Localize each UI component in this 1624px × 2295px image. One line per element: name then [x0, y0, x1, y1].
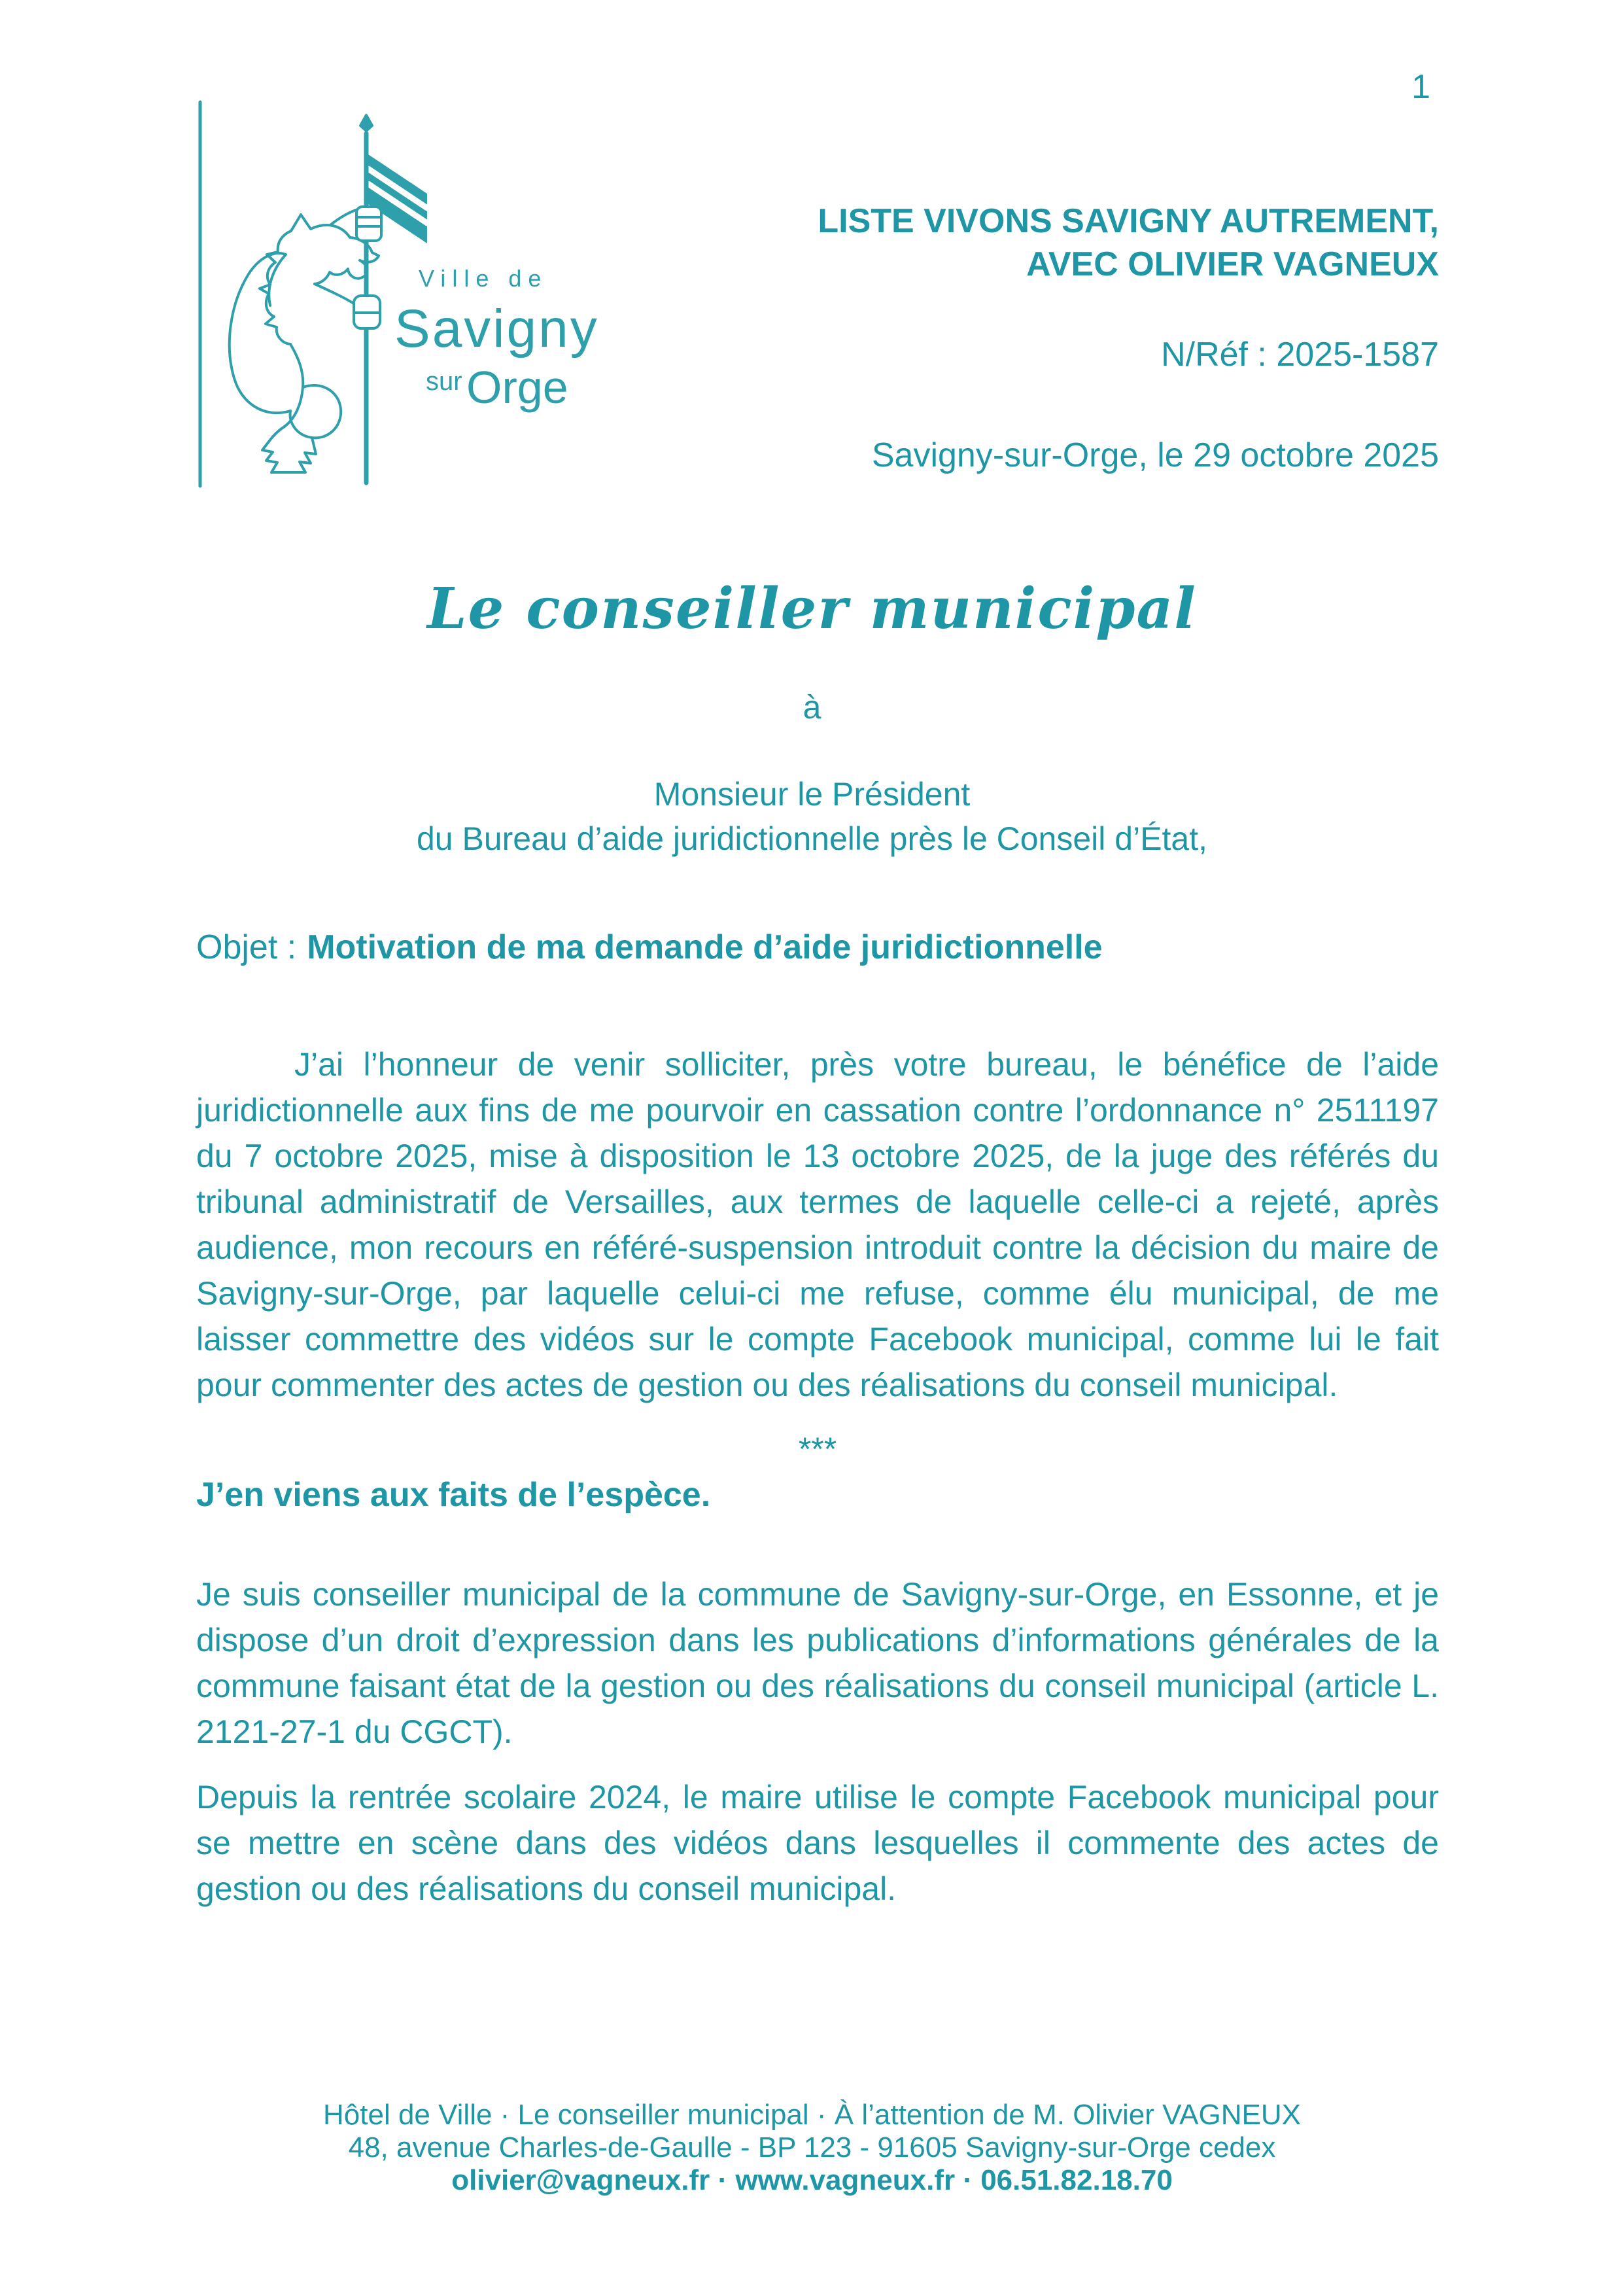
- salutation-a: à: [803, 689, 821, 726]
- sender-header: [818, 200, 1439, 477]
- logo-text-sur: sur: [426, 367, 462, 396]
- subject-label: Objet :: [196, 928, 297, 966]
- paragraph-3: Depuis la rentrée scolaire 2024, le maire utilise le compte Facebook municipal pour se mettre en scène dans des vidéos dans lesquelles il commente des actes de gestion ou des réalisations du conseil municipal.: [196, 1779, 1439, 1907]
- place-and-date: Savigny-sur-Orge, le 29 octobre 2025: [871, 436, 1439, 474]
- document-title: Le conseiller municipal: [427, 576, 1197, 642]
- letter-body: [196, 1042, 1439, 1912]
- paragraph-1: J’ai l’honneur de venir solliciter, près votre bureau, le bénéfice de l’aide juridictionnelle aux fins de me pourvoir en cassation contre l’ordonnance n° 2511197 du 7 octobre 2025, mise à disposition le 13 octobre 2025, de la juge des référés du tribunal administratif de Versailles, aux termes de laquelle celle-ci a rejeté, après audience, mon recours en référé-suspension introduit contre la décision du maire de Savigny-sur-Orge, par laquelle celui-ci me refuse, comme élu municipal, de me laisser commettre des vidéos sur le compte Facebook municipal, comme lui le fait pour commenter des actes de gestion ou des réalisations du conseil municipal.: [196, 1046, 1439, 1403]
- list-name-line2: AVEC OLIVIER VAGNEUX: [1026, 245, 1439, 283]
- letter-footer: [0, 2099, 1624, 2197]
- city-logo-graphic: [193, 97, 618, 489]
- city-logo: [193, 97, 618, 493]
- subject-value: Motivation de ma demande d’aide juridictionnelle: [307, 928, 1103, 966]
- logo-text-orge: Orge: [466, 362, 568, 413]
- reference-number: N/Réf : 2025-1587: [1161, 336, 1439, 374]
- paragraph-2: Je suis conseiller municipal de la commune de Savigny-sur-Orge, en Essonne, et je dispose d’un droit d’expression dans les publications d’informations générales de la commune faisant état de la gestion ou des réalisations du conseil municipal (article L. 2121-27-1 du CGCT).: [196, 1576, 1439, 1750]
- addressee-line2: du Bureau d’aide juridictionnelle près le Conseil d’État,: [416, 820, 1208, 857]
- section-separator: ***: [798, 1431, 837, 1467]
- addressee-line1: Monsieur le Président: [653, 776, 971, 813]
- subject-line: [196, 926, 1103, 968]
- logo-text-ville-de: Ville de: [419, 265, 548, 292]
- footer-address-line2: 48, avenue Charles-de-Gaulle - BP 123 - 91605 Savigny-sur-Orge cedex: [348, 2131, 1276, 2164]
- footer-contact-line: olivier@vagneux.fr · www.vagneux.fr · 06.51.82.18.70: [451, 2164, 1173, 2196]
- list-name-line1: LISTE VIVONS SAVIGNY AUTREMENT,: [818, 202, 1439, 240]
- section-heading: J’en viens aux faits de l’espèce.: [196, 1476, 711, 1514]
- footer-address-line1: Hôtel de Ville · Le conseiller municipal · À l’attention de M. Olivier VAGNEUX: [323, 2099, 1301, 2131]
- logo-text-savigny: Savigny: [394, 299, 599, 359]
- addressee-block: [0, 772, 1624, 861]
- lion-icon: [230, 207, 381, 472]
- page-number: 1: [1411, 68, 1430, 106]
